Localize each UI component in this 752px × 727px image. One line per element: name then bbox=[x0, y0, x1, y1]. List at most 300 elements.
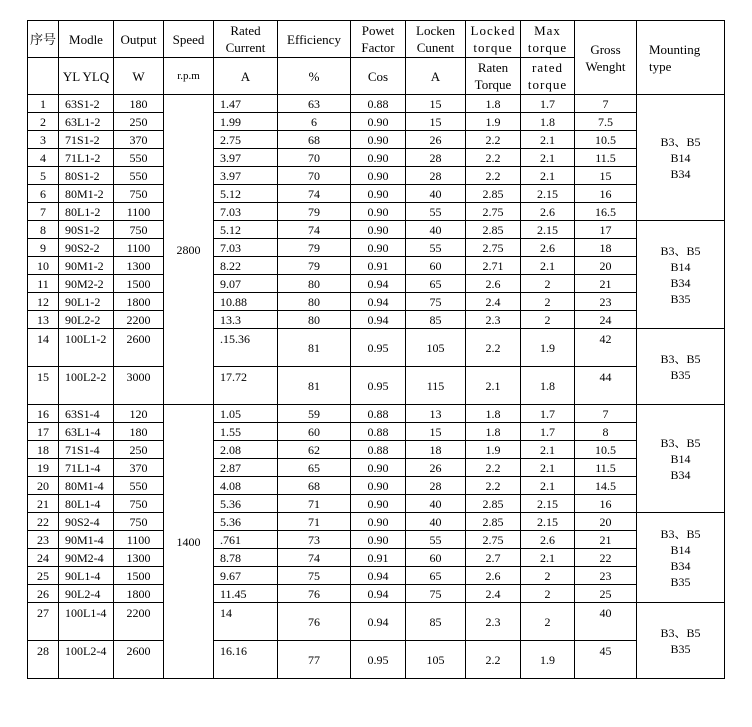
cell-model: 90S1-2 bbox=[59, 221, 114, 239]
cell-power-factor: 0.90 bbox=[351, 459, 406, 477]
cell-locked-torque: 2.71 bbox=[466, 257, 521, 275]
header-no: 序号 bbox=[28, 21, 59, 58]
cell-locked-torque: 2.2 bbox=[466, 329, 521, 367]
cell-locked-current: 55 bbox=[406, 203, 466, 221]
cell-locked-torque: 2.2 bbox=[466, 477, 521, 495]
cell-model: 80L1-2 bbox=[59, 203, 114, 221]
cell-power-factor: 0.94 bbox=[351, 293, 406, 311]
cell-output: 2200 bbox=[114, 311, 164, 329]
cell-locked-torque: 2.75 bbox=[466, 531, 521, 549]
header-gross-weight: Gross Wenght bbox=[575, 21, 637, 95]
cell-model: 100L2-2 bbox=[59, 367, 114, 405]
cell-efficiency: 60 bbox=[278, 423, 351, 441]
cell-gross-weight: 23 bbox=[575, 293, 637, 311]
cell-max-torque: 1.9 bbox=[521, 641, 575, 679]
cell-power-factor: 0.91 bbox=[351, 257, 406, 275]
table-row bbox=[28, 477, 725, 495]
cell-locked-current: 60 bbox=[406, 549, 466, 567]
cell-max-torque: 2 bbox=[521, 275, 575, 293]
cell-locked-torque: 2.7 bbox=[466, 549, 521, 567]
cell-model: 90S2-4 bbox=[59, 513, 114, 531]
cell-speed: 1400 bbox=[164, 405, 214, 679]
table-row bbox=[28, 203, 725, 221]
cell-output: 1100 bbox=[114, 239, 164, 257]
cell-max-torque: 2.1 bbox=[521, 549, 575, 567]
cell-no: 16 bbox=[28, 405, 59, 423]
cell-locked-torque: 2.6 bbox=[466, 275, 521, 293]
cell-locked-current: 26 bbox=[406, 459, 466, 477]
cell-gross-weight: 17 bbox=[575, 221, 637, 239]
cell-power-factor: 0.90 bbox=[351, 203, 406, 221]
cell-power-factor: 0.94 bbox=[351, 567, 406, 585]
table-row bbox=[28, 311, 725, 329]
cell-gross-weight: 20 bbox=[575, 257, 637, 275]
cell-efficiency: 80 bbox=[278, 311, 351, 329]
cell-efficiency: 74 bbox=[278, 549, 351, 567]
unit-locked-current: A bbox=[406, 58, 466, 95]
cell-locked-current: 13 bbox=[406, 405, 466, 423]
cell-rated-current: .15.36 bbox=[214, 329, 278, 367]
cell-no: 4 bbox=[28, 149, 59, 167]
cell-no: 7 bbox=[28, 203, 59, 221]
cell-power-factor: 0.88 bbox=[351, 423, 406, 441]
cell-rated-current: 7.03 bbox=[214, 203, 278, 221]
cell-model: 71L1-4 bbox=[59, 459, 114, 477]
cell-max-torque: 2 bbox=[521, 293, 575, 311]
cell-gross-weight: 8 bbox=[575, 423, 637, 441]
cell-no: 1 bbox=[28, 95, 59, 113]
table-row bbox=[28, 567, 725, 585]
cell-locked-torque: 1.8 bbox=[466, 423, 521, 441]
header-model: Modle bbox=[59, 21, 114, 58]
cell-locked-torque: 2.3 bbox=[466, 603, 521, 641]
cell-output: 370 bbox=[114, 459, 164, 477]
table-row bbox=[28, 329, 725, 367]
cell-max-torque: 2 bbox=[521, 585, 575, 603]
cell-model: 63L1-2 bbox=[59, 113, 114, 131]
cell-no: 8 bbox=[28, 221, 59, 239]
cell-mounting: B3、B5 B14 B34 bbox=[637, 405, 725, 513]
cell-power-factor: 0.90 bbox=[351, 513, 406, 531]
cell-rated-current: 1.47 bbox=[214, 95, 278, 113]
cell-gross-weight: 23 bbox=[575, 567, 637, 585]
cell-max-torque: 1.8 bbox=[521, 367, 575, 405]
cell-power-factor: 0.94 bbox=[351, 603, 406, 641]
cell-no: 18 bbox=[28, 441, 59, 459]
cell-no: 19 bbox=[28, 459, 59, 477]
cell-output: 2600 bbox=[114, 641, 164, 679]
table-row bbox=[28, 149, 725, 167]
table-row bbox=[28, 367, 725, 405]
cell-power-factor: 0.95 bbox=[351, 367, 406, 405]
cell-rated-current: 10.88 bbox=[214, 293, 278, 311]
table-row bbox=[28, 239, 725, 257]
cell-no: 13 bbox=[28, 311, 59, 329]
cell-gross-weight: 14.5 bbox=[575, 477, 637, 495]
cell-gross-weight: 7.5 bbox=[575, 113, 637, 131]
cell-power-factor: 0.88 bbox=[351, 441, 406, 459]
cell-no: 11 bbox=[28, 275, 59, 293]
cell-efficiency: 6 bbox=[278, 113, 351, 131]
table-row bbox=[28, 95, 725, 113]
header-mounting: Mounting type bbox=[637, 21, 725, 95]
cell-efficiency: 63 bbox=[278, 95, 351, 113]
cell-locked-torque: 2.1 bbox=[466, 367, 521, 405]
header-power-factor: Powet Factor bbox=[351, 21, 406, 58]
cell-no: 10 bbox=[28, 257, 59, 275]
cell-rated-current: 2.75 bbox=[214, 131, 278, 149]
cell-no: 26 bbox=[28, 585, 59, 603]
table-row bbox=[28, 641, 725, 679]
table-row bbox=[28, 513, 725, 531]
header-speed: Speed bbox=[164, 21, 214, 58]
cell-locked-current: 26 bbox=[406, 131, 466, 149]
table-row bbox=[28, 603, 725, 641]
cell-no: 25 bbox=[28, 567, 59, 585]
cell-gross-weight: 10.5 bbox=[575, 131, 637, 149]
unit-speed: r.p.m bbox=[164, 58, 214, 95]
cell-max-torque: 1.8 bbox=[521, 113, 575, 131]
table-row bbox=[28, 459, 725, 477]
cell-locked-torque: 2.2 bbox=[466, 459, 521, 477]
cell-rated-current: 1.99 bbox=[214, 113, 278, 131]
cell-max-torque: 2.15 bbox=[521, 495, 575, 513]
cell-output: 2600 bbox=[114, 329, 164, 367]
cell-locked-torque: 1.8 bbox=[466, 405, 521, 423]
cell-efficiency: 73 bbox=[278, 531, 351, 549]
table-row bbox=[28, 423, 725, 441]
table-row bbox=[28, 293, 725, 311]
cell-mounting: B3、B5 B35 bbox=[637, 603, 725, 679]
cell-model: 90S2-2 bbox=[59, 239, 114, 257]
table-row bbox=[28, 221, 725, 239]
cell-model: 90L1-2 bbox=[59, 293, 114, 311]
cell-model: 80M1-4 bbox=[59, 477, 114, 495]
cell-locked-torque: 2.85 bbox=[466, 221, 521, 239]
cell-efficiency: 79 bbox=[278, 203, 351, 221]
cell-rated-current: 8.22 bbox=[214, 257, 278, 275]
header-output: Output bbox=[114, 21, 164, 58]
cell-power-factor: 0.94 bbox=[351, 311, 406, 329]
cell-gross-weight: 15 bbox=[575, 167, 637, 185]
cell-locked-current: 105 bbox=[406, 641, 466, 679]
cell-power-factor: 0.90 bbox=[351, 167, 406, 185]
cell-output: 750 bbox=[114, 185, 164, 203]
cell-max-torque: 2.1 bbox=[521, 477, 575, 495]
cell-no: 6 bbox=[28, 185, 59, 203]
cell-max-torque: 2 bbox=[521, 311, 575, 329]
cell-locked-torque: 1.9 bbox=[466, 441, 521, 459]
cell-efficiency: 75 bbox=[278, 567, 351, 585]
cell-locked-current: 28 bbox=[406, 477, 466, 495]
cell-model: 71S1-4 bbox=[59, 441, 114, 459]
cell-locked-current: 40 bbox=[406, 185, 466, 203]
cell-no: 27 bbox=[28, 603, 59, 641]
cell-max-torque: 2.6 bbox=[521, 531, 575, 549]
cell-output: 1100 bbox=[114, 203, 164, 221]
cell-efficiency: 74 bbox=[278, 185, 351, 203]
cell-efficiency: 71 bbox=[278, 513, 351, 531]
cell-model: 90L1-4 bbox=[59, 567, 114, 585]
cell-gross-weight: 16.5 bbox=[575, 203, 637, 221]
table-row bbox=[28, 405, 725, 423]
cell-efficiency: 80 bbox=[278, 275, 351, 293]
cell-output: 180 bbox=[114, 95, 164, 113]
cell-output: 550 bbox=[114, 167, 164, 185]
cell-model: 90M2-4 bbox=[59, 549, 114, 567]
cell-output: 370 bbox=[114, 131, 164, 149]
cell-efficiency: 76 bbox=[278, 585, 351, 603]
cell-no: 17 bbox=[28, 423, 59, 441]
cell-gross-weight: 11.5 bbox=[575, 149, 637, 167]
cell-efficiency: 70 bbox=[278, 149, 351, 167]
cell-rated-current: 8.78 bbox=[214, 549, 278, 567]
cell-efficiency: 80 bbox=[278, 293, 351, 311]
cell-efficiency: 71 bbox=[278, 495, 351, 513]
cell-gross-weight: 18 bbox=[575, 239, 637, 257]
cell-locked-torque: 2.75 bbox=[466, 203, 521, 221]
cell-model: 90M2-2 bbox=[59, 275, 114, 293]
cell-output: 250 bbox=[114, 441, 164, 459]
cell-no: 14 bbox=[28, 329, 59, 367]
cell-efficiency: 81 bbox=[278, 367, 351, 405]
table-row bbox=[28, 275, 725, 293]
cell-power-factor: 0.90 bbox=[351, 221, 406, 239]
cell-model: 100L1-4 bbox=[59, 603, 114, 641]
cell-power-factor: 0.90 bbox=[351, 185, 406, 203]
cell-rated-current: 5.36 bbox=[214, 513, 278, 531]
cell-power-factor: 0.90 bbox=[351, 113, 406, 131]
header-rated-current: Rated Current bbox=[214, 21, 278, 58]
cell-locked-current: 65 bbox=[406, 275, 466, 293]
cell-efficiency: 70 bbox=[278, 167, 351, 185]
cell-no: 23 bbox=[28, 531, 59, 549]
cell-output: 250 bbox=[114, 113, 164, 131]
cell-locked-current: 40 bbox=[406, 221, 466, 239]
cell-locked-torque: 2.4 bbox=[466, 585, 521, 603]
cell-output: 1300 bbox=[114, 257, 164, 275]
cell-efficiency: 68 bbox=[278, 477, 351, 495]
cell-max-torque: 2.15 bbox=[521, 185, 575, 203]
cell-locked-torque: 2.2 bbox=[466, 167, 521, 185]
unit-output: W bbox=[114, 58, 164, 95]
cell-speed: 2800 bbox=[164, 95, 214, 405]
header-efficiency: Efficiency bbox=[278, 21, 351, 58]
cell-locked-current: 15 bbox=[406, 423, 466, 441]
unit-no bbox=[28, 58, 59, 95]
cell-gross-weight: 16 bbox=[575, 495, 637, 513]
cell-rated-current: 16.16 bbox=[214, 641, 278, 679]
table-row bbox=[28, 131, 725, 149]
cell-mounting: B3、B5 B14 B34 bbox=[637, 95, 725, 221]
cell-rated-current: 5.36 bbox=[214, 495, 278, 513]
cell-gross-weight: 45 bbox=[575, 641, 637, 679]
cell-locked-torque: 2.2 bbox=[466, 149, 521, 167]
cell-model: 63L1-4 bbox=[59, 423, 114, 441]
cell-power-factor: 0.90 bbox=[351, 531, 406, 549]
cell-max-torque: 1.7 bbox=[521, 95, 575, 113]
cell-no: 3 bbox=[28, 131, 59, 149]
cell-no: 15 bbox=[28, 367, 59, 405]
cell-output: 1500 bbox=[114, 567, 164, 585]
cell-max-torque: 2.15 bbox=[521, 513, 575, 531]
cell-gross-weight: 25 bbox=[575, 585, 637, 603]
cell-no: 28 bbox=[28, 641, 59, 679]
cell-mounting: B3、B5 B14 B34 B35 bbox=[637, 513, 725, 603]
cell-locked-current: 105 bbox=[406, 329, 466, 367]
cell-locked-torque: 2.3 bbox=[466, 311, 521, 329]
cell-locked-current: 15 bbox=[406, 95, 466, 113]
cell-rated-current: 9.67 bbox=[214, 567, 278, 585]
cell-rated-current: .761 bbox=[214, 531, 278, 549]
cell-locked-torque: 2.75 bbox=[466, 239, 521, 257]
cell-no: 24 bbox=[28, 549, 59, 567]
cell-output: 750 bbox=[114, 495, 164, 513]
cell-output: 550 bbox=[114, 149, 164, 167]
cell-gross-weight: 42 bbox=[575, 329, 637, 367]
cell-max-torque: 2.1 bbox=[521, 441, 575, 459]
table-row bbox=[28, 167, 725, 185]
cell-gross-weight: 40 bbox=[575, 603, 637, 641]
cell-locked-current: 75 bbox=[406, 293, 466, 311]
cell-no: 2 bbox=[28, 113, 59, 131]
cell-model: 71S1-2 bbox=[59, 131, 114, 149]
motor-spec-table bbox=[27, 20, 725, 679]
cell-efficiency: 68 bbox=[278, 131, 351, 149]
cell-output: 1800 bbox=[114, 293, 164, 311]
cell-output: 180 bbox=[114, 423, 164, 441]
unit-power-factor: Cos bbox=[351, 58, 406, 95]
cell-efficiency: 74 bbox=[278, 221, 351, 239]
cell-model: 71L1-2 bbox=[59, 149, 114, 167]
cell-max-torque: 2.6 bbox=[521, 239, 575, 257]
cell-locked-torque: 2.6 bbox=[466, 567, 521, 585]
cell-model: 80M1-2 bbox=[59, 185, 114, 203]
table-row bbox=[28, 495, 725, 513]
cell-rated-current: 17.72 bbox=[214, 367, 278, 405]
cell-efficiency: 77 bbox=[278, 641, 351, 679]
cell-efficiency: 59 bbox=[278, 405, 351, 423]
cell-max-torque: 2.1 bbox=[521, 167, 575, 185]
cell-gross-weight: 16 bbox=[575, 185, 637, 203]
cell-max-torque: 2.1 bbox=[521, 149, 575, 167]
cell-locked-torque: 2.85 bbox=[466, 495, 521, 513]
table-row bbox=[28, 113, 725, 131]
cell-max-torque: 2.6 bbox=[521, 203, 575, 221]
cell-locked-current: 85 bbox=[406, 603, 466, 641]
cell-rated-current: 3.97 bbox=[214, 167, 278, 185]
cell-efficiency: 65 bbox=[278, 459, 351, 477]
cell-gross-weight: 44 bbox=[575, 367, 637, 405]
cell-model: 63S1-4 bbox=[59, 405, 114, 423]
header-row-titles bbox=[28, 21, 725, 58]
cell-max-torque: 1.9 bbox=[521, 329, 575, 367]
cell-max-torque: 2 bbox=[521, 603, 575, 641]
cell-output: 3000 bbox=[114, 367, 164, 405]
cell-model: 63S1-2 bbox=[59, 95, 114, 113]
header-locked-current: Locken Cunent bbox=[406, 21, 466, 58]
cell-rated-current: 5.12 bbox=[214, 185, 278, 203]
cell-rated-current: 2.08 bbox=[214, 441, 278, 459]
cell-locked-current: 18 bbox=[406, 441, 466, 459]
cell-locked-current: 28 bbox=[406, 167, 466, 185]
cell-output: 1500 bbox=[114, 275, 164, 293]
cell-power-factor: 0.90 bbox=[351, 477, 406, 495]
cell-locked-torque: 2.85 bbox=[466, 513, 521, 531]
cell-rated-current: 1.05 bbox=[214, 405, 278, 423]
cell-power-factor: 0.90 bbox=[351, 495, 406, 513]
cell-no: 9 bbox=[28, 239, 59, 257]
cell-locked-current: 75 bbox=[406, 585, 466, 603]
cell-model: 100L1-2 bbox=[59, 329, 114, 367]
cell-power-factor: 0.88 bbox=[351, 405, 406, 423]
cell-rated-current: 14 bbox=[214, 603, 278, 641]
cell-model: 90M1-4 bbox=[59, 531, 114, 549]
cell-output: 1100 bbox=[114, 531, 164, 549]
cell-locked-current: 40 bbox=[406, 495, 466, 513]
cell-efficiency: 62 bbox=[278, 441, 351, 459]
unit-rated-current: A bbox=[214, 58, 278, 95]
unit-efficiency: % bbox=[278, 58, 351, 95]
cell-locked-current: 55 bbox=[406, 239, 466, 257]
cell-locked-current: 15 bbox=[406, 113, 466, 131]
unit-model: YL YLQ bbox=[59, 58, 114, 95]
cell-locked-current: 28 bbox=[406, 149, 466, 167]
cell-no: 5 bbox=[28, 167, 59, 185]
cell-max-torque: 2.1 bbox=[521, 257, 575, 275]
cell-rated-current: 4.08 bbox=[214, 477, 278, 495]
cell-efficiency: 79 bbox=[278, 257, 351, 275]
cell-gross-weight: 21 bbox=[575, 275, 637, 293]
cell-power-factor: 0.90 bbox=[351, 239, 406, 257]
cell-locked-current: 85 bbox=[406, 311, 466, 329]
table-row bbox=[28, 531, 725, 549]
cell-max-torque: 1.7 bbox=[521, 423, 575, 441]
cell-power-factor: 0.91 bbox=[351, 549, 406, 567]
cell-locked-current: 55 bbox=[406, 531, 466, 549]
cell-locked-torque: 1.8 bbox=[466, 95, 521, 113]
cell-gross-weight: 7 bbox=[575, 95, 637, 113]
cell-model: 90L2-2 bbox=[59, 311, 114, 329]
unit-max-torque: rated torque bbox=[521, 58, 575, 95]
cell-power-factor: 0.94 bbox=[351, 585, 406, 603]
cell-output: 750 bbox=[114, 513, 164, 531]
cell-locked-torque: 1.9 bbox=[466, 113, 521, 131]
table-row bbox=[28, 549, 725, 567]
cell-rated-current: 5.12 bbox=[214, 221, 278, 239]
header-max-torque: Max torque bbox=[521, 21, 575, 58]
cell-no: 20 bbox=[28, 477, 59, 495]
cell-locked-current: 65 bbox=[406, 567, 466, 585]
table-row bbox=[28, 257, 725, 275]
cell-locked-current: 115 bbox=[406, 367, 466, 405]
cell-gross-weight: 21 bbox=[575, 531, 637, 549]
cell-output: 1300 bbox=[114, 549, 164, 567]
table-row bbox=[28, 185, 725, 203]
cell-model: 90L2-4 bbox=[59, 585, 114, 603]
cell-output: 120 bbox=[114, 405, 164, 423]
cell-efficiency: 76 bbox=[278, 603, 351, 641]
cell-rated-current: 13.3 bbox=[214, 311, 278, 329]
cell-model: 90M1-2 bbox=[59, 257, 114, 275]
cell-rated-current: 9.07 bbox=[214, 275, 278, 293]
cell-max-torque: 2.1 bbox=[521, 459, 575, 477]
cell-rated-current: 11.45 bbox=[214, 585, 278, 603]
cell-locked-torque: 2.85 bbox=[466, 185, 521, 203]
unit-locked-torque: Raten Torque bbox=[466, 58, 521, 95]
cell-model: 80L1-4 bbox=[59, 495, 114, 513]
cell-locked-current: 40 bbox=[406, 513, 466, 531]
